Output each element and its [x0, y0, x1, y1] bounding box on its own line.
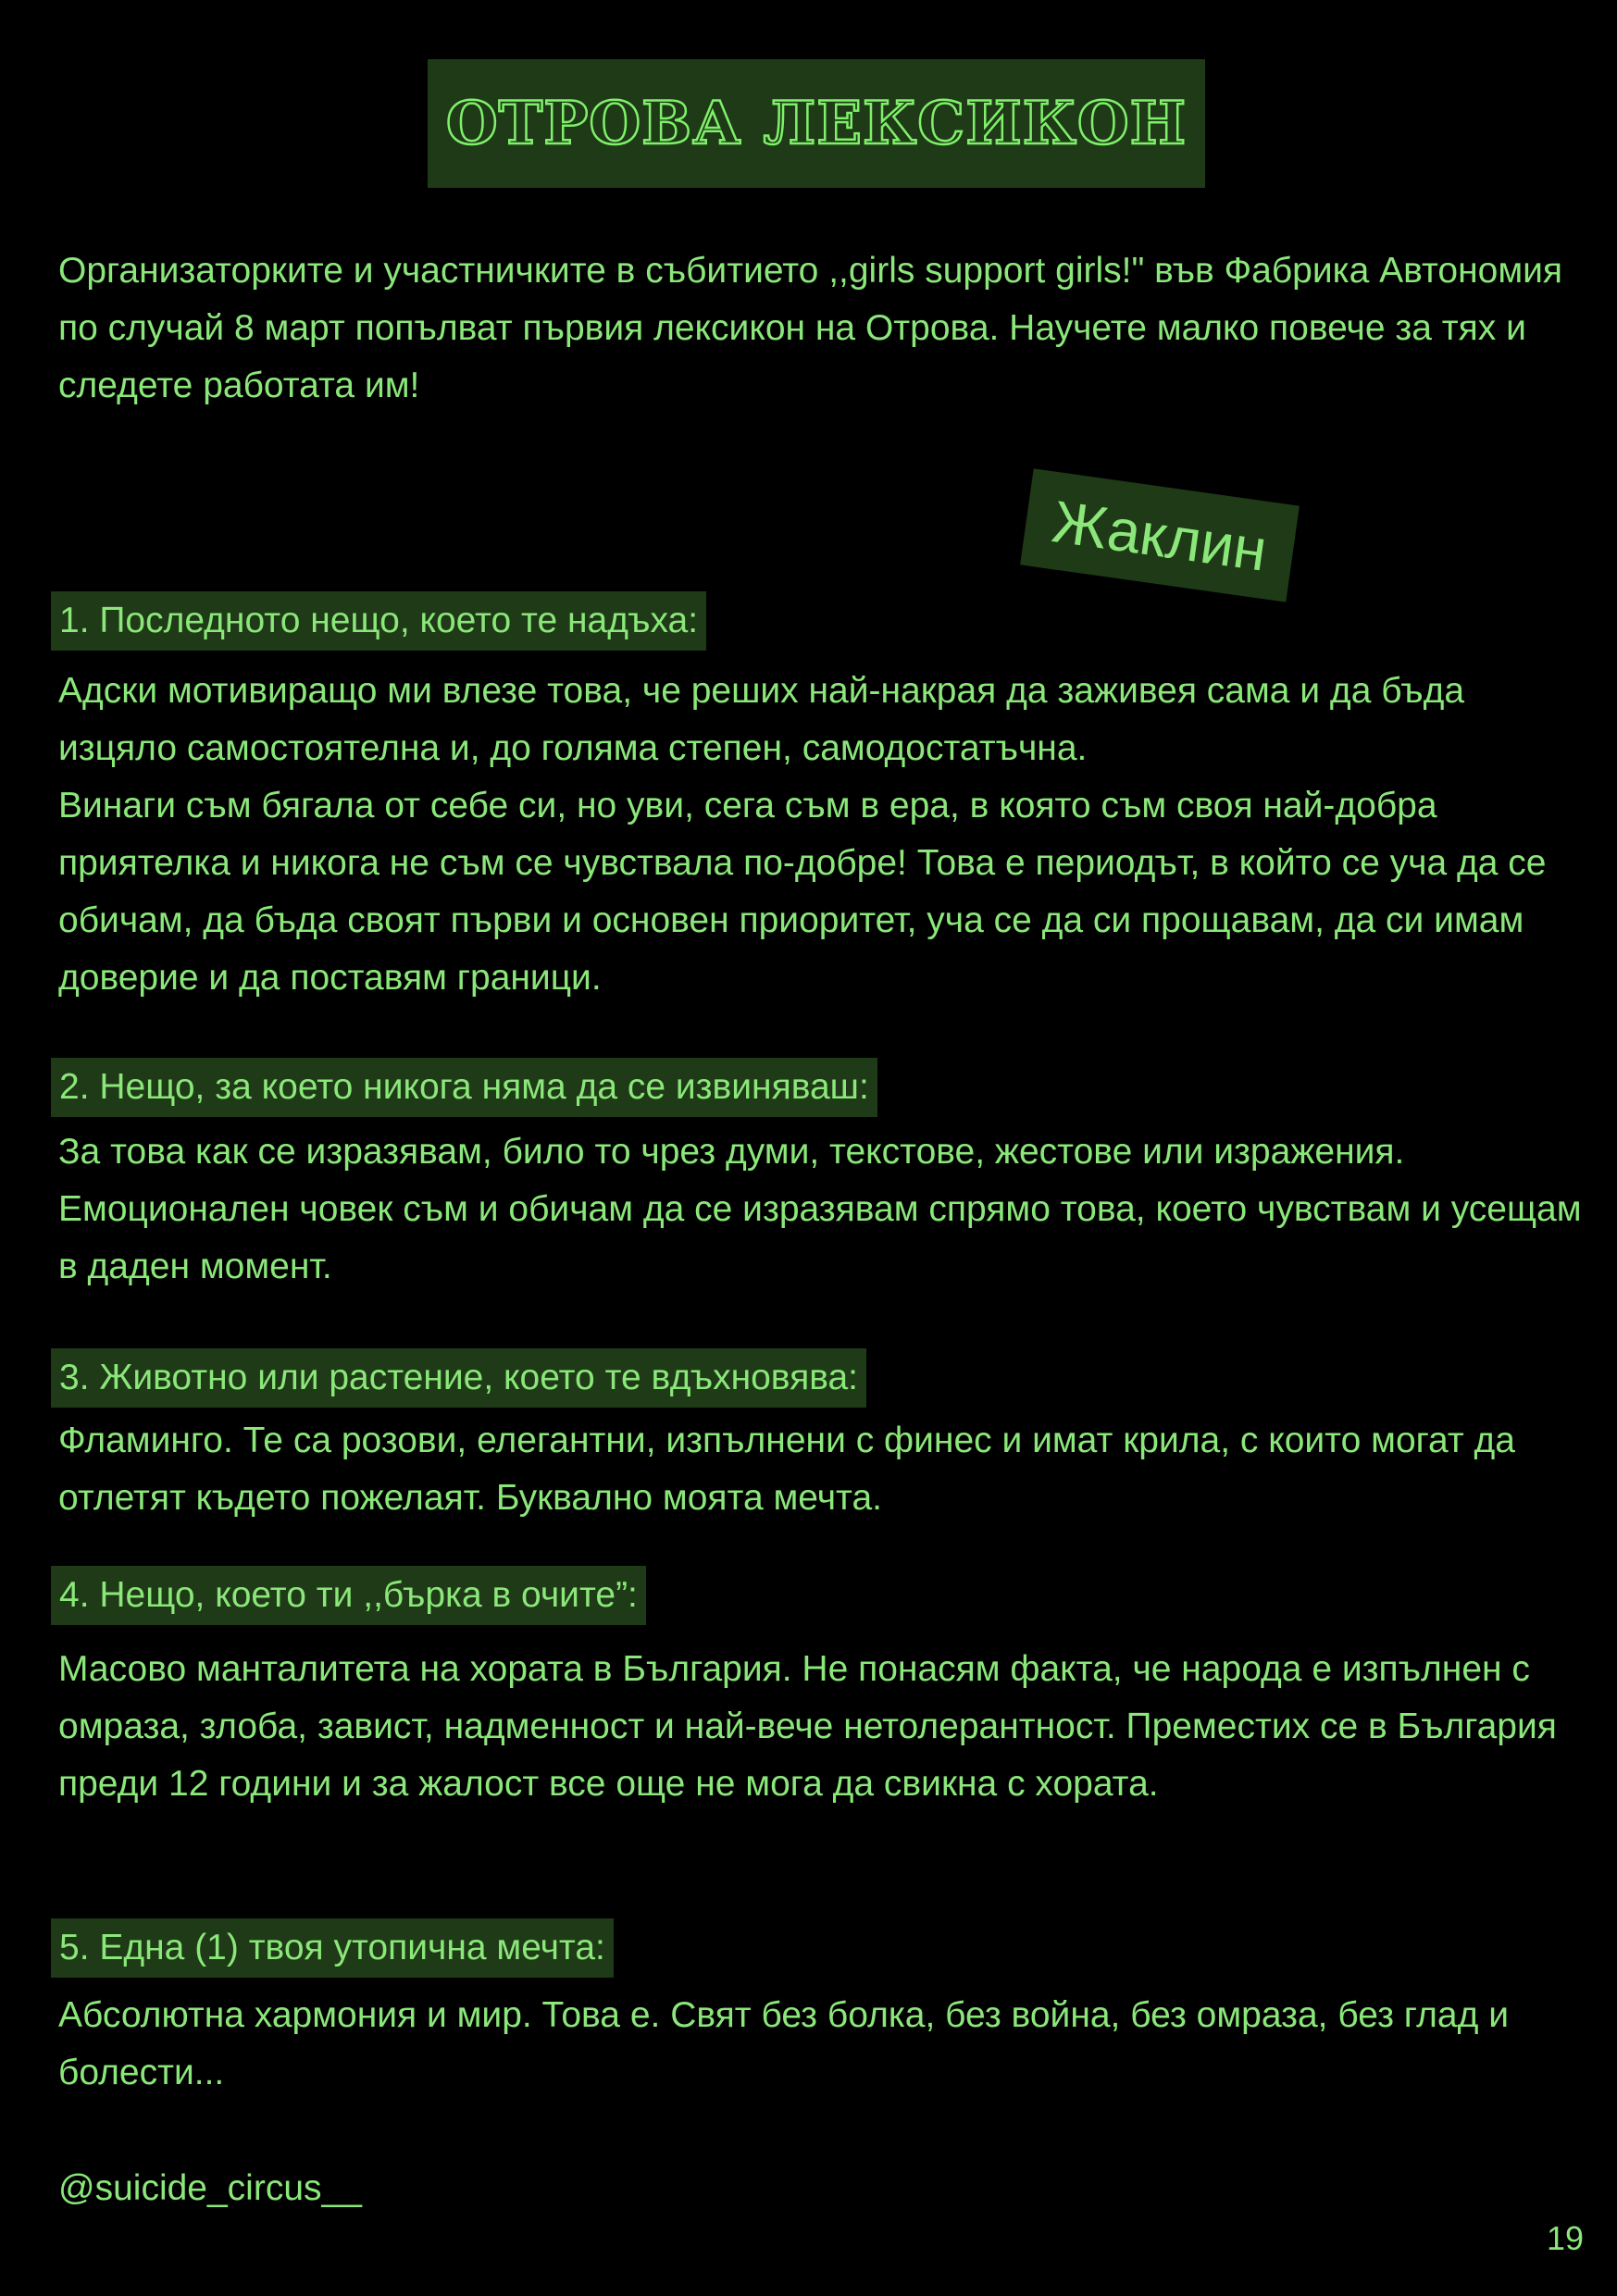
question-3-label: 3. Животно или растение, което те вдъхновява:: [51, 1348, 866, 1408]
social-handle: @suicide_circus__: [58, 2168, 362, 2208]
question-2-answer: За това как се изразявам, било то чрез думи, текстове, жестове или изражения. Емоционален човек съм и обичам да се изразявам спрямо това, което чувствам и усещам в даден момент.: [58, 1132, 1582, 1286]
page-title: ОТРОВА ЛЕКСИКОН: [445, 89, 1188, 158]
title-banner: [428, 59, 1205, 188]
participant-name: Жаклин: [1048, 487, 1272, 584]
question-4-label: 4. Нещо, което ти ,,бърка в очите”:: [51, 1566, 646, 1625]
question-1-label: 1. Последното нещо, което те надъха:: [51, 591, 706, 651]
page-number: 19: [1546, 2219, 1584, 2257]
question-5-answer: Абсолютна хармония и мир. Това е. Свят без болка, без война, без омраза, без глад и болести...: [58, 1995, 1509, 2092]
question-5-label: 5. Една (1) твоя утопична мечта:: [51, 1918, 614, 1978]
question-2-label: 2. Нещо, за което никога няма да се извиняваш:: [51, 1058, 877, 1117]
name-tag: [1020, 468, 1300, 602]
question-1-answer: Адски мотивиращо ми влезе това, че реших най-накрая да заживея сама и да бъда изцяло самостоятелна и, до голяма степен, самодостатъчна. Винаги съм бягала от себе си, но уви, сега съм в ера, в която съм своя най-добра приятелка и никога не съм се чувствала по-добре! Това е периодът, в който се уча да се обичам, да бъда своят първи и основен приоритет, уча се да си прощавам, да си имам доверие и да поставям граници.: [58, 671, 1547, 998]
intro-paragraph: Организаторките и участничките в събитието ,,girls support girls!" във Фабрика Автономия по случай 8 март попълват първия лексикон на Отрова. Научете малко повече за тях и следете работата им!: [58, 251, 1563, 405]
question-3-answer: Фламинго. Те са розови, елегантни, изпълнени с финес и имат крила, с които могат да отлетят където пожелаят. Буквално моята мечта.: [58, 1421, 1515, 1518]
question-4-answer: Масово манталитета на хората в България. Не понасям факта, че народа е изпълнен с омраза, злоба, завист, надменност и най-вече нетолерантност. Преместих се в България преди 12 години и за жалост все още не мога да свикна с хората.: [58, 1649, 1557, 1804]
